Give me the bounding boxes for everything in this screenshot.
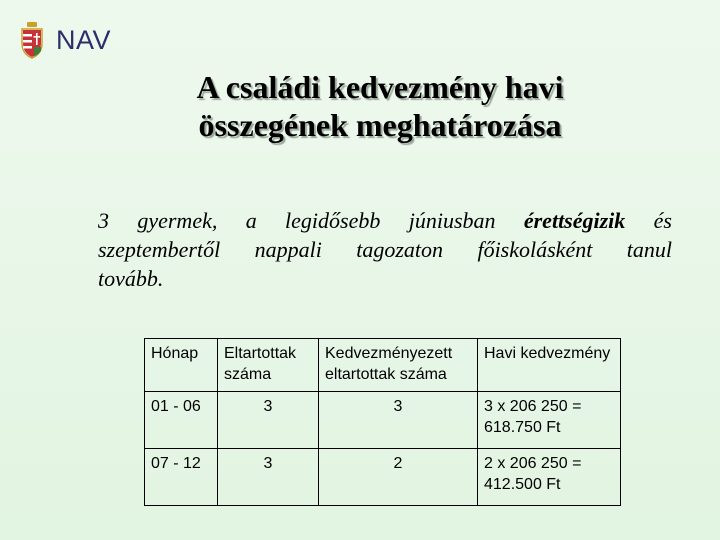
description-line-2 — [98, 235, 672, 264]
description-line-1 — [98, 206, 672, 235]
description-word: tagozaton — [356, 237, 444, 262]
table-cell-monthly-benefit: 2 x 206 250 = 412.500 Ft — [478, 449, 621, 506]
nav-logo-text: NAV — [56, 24, 112, 55]
description-word: legidősebb — [285, 208, 381, 233]
table-cell-beneficiary-dependents: 2 — [319, 449, 478, 506]
table-row — [145, 449, 621, 506]
hungarian-coat-of-arms-icon — [18, 21, 46, 59]
table-header-row — [145, 339, 621, 392]
page-title — [0, 68, 720, 144]
description-word: főiskolásként — [477, 237, 593, 262]
description-word: júniusban — [408, 208, 496, 233]
table-cell-month: 07 - 12 — [145, 449, 218, 506]
description-word: tovább. — [98, 266, 164, 291]
description-word: 3 — [98, 208, 109, 233]
table-row — [145, 392, 621, 449]
title-line-1: A családi kedvezmény havi — [196, 69, 564, 105]
description-word: nappali — [254, 237, 322, 262]
header-cell-monthly-benefit: Havi kedvezmény — [478, 339, 621, 392]
table-cell-monthly-benefit: 3 x 206 250 = 618.750 Ft — [478, 392, 621, 449]
example-description — [98, 206, 672, 293]
table-cell-beneficiary-dependents: 3 — [319, 392, 478, 449]
nav-logo — [18, 20, 111, 60]
table-cell-month: 01 - 06 — [145, 392, 218, 449]
description-word: és — [653, 208, 672, 233]
description-word: gyermek, — [137, 208, 218, 233]
description-line-3 — [98, 264, 672, 293]
header-cell-dependents: Eltartottak száma — [218, 339, 319, 392]
description-emphasis: érettségizik — [523, 208, 626, 233]
description-word: a — [245, 208, 257, 233]
table-cell-dependents: 3 — [218, 392, 319, 449]
header-cell-beneficiary-dependents: Kedvezményezett eltartottak száma — [319, 339, 478, 392]
header-cell-month: Hónap — [145, 339, 218, 392]
benefit-table — [144, 338, 621, 506]
title-line-2: összegének meghatározása — [198, 107, 562, 143]
description-word: tanul — [626, 237, 672, 262]
description-word: szeptembertől — [98, 237, 221, 262]
table-cell-dependents: 3 — [218, 449, 319, 506]
